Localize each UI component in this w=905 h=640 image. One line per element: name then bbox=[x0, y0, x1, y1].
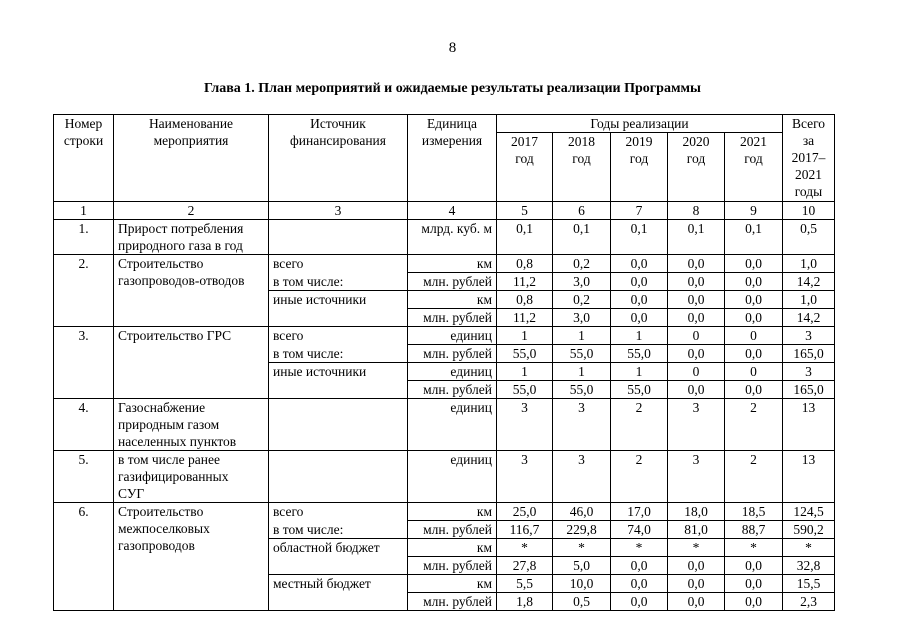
table-row bbox=[54, 327, 835, 345]
year-value: 1 bbox=[497, 363, 553, 381]
year-value: 0,1 bbox=[725, 220, 783, 255]
year-value: 0,0 bbox=[668, 309, 725, 327]
year-value: 74,0 bbox=[611, 521, 668, 539]
unit: единиц bbox=[408, 451, 497, 503]
year-value: 0,0 bbox=[611, 291, 668, 309]
column-number: 7 bbox=[611, 202, 668, 220]
event-name: Строительство ГРС bbox=[114, 327, 269, 399]
year-value: 3 bbox=[553, 451, 611, 503]
unit: км bbox=[408, 503, 497, 521]
year-value: 5,5 bbox=[497, 575, 553, 593]
header-year: 2020 год bbox=[668, 133, 725, 202]
year-value: 0,0 bbox=[725, 309, 783, 327]
funding-source: в том числе: bbox=[269, 273, 408, 291]
year-value: 55,0 bbox=[611, 381, 668, 399]
year-value: * bbox=[497, 539, 553, 557]
total-value: 0,5 bbox=[783, 220, 835, 255]
year-value: 0 bbox=[725, 327, 783, 345]
row-number: 4. bbox=[54, 399, 114, 451]
unit: млн. рублей bbox=[408, 557, 497, 575]
event-name: Строительство газопроводов-отводов bbox=[114, 255, 269, 327]
funding-source: областной бюджет bbox=[269, 539, 408, 557]
year-value: 0,0 bbox=[668, 557, 725, 575]
year-value: 11,2 bbox=[497, 273, 553, 291]
year-value: 0,0 bbox=[725, 593, 783, 611]
year-value: 0,0 bbox=[611, 593, 668, 611]
year-value: 0,0 bbox=[611, 255, 668, 273]
funding-source: иные источники bbox=[269, 363, 408, 381]
total-value: 165,0 bbox=[783, 345, 835, 363]
unit: млн. рублей bbox=[408, 381, 497, 399]
row-number: 3. bbox=[54, 327, 114, 399]
year-value: 0,0 bbox=[611, 309, 668, 327]
year-value: 0,1 bbox=[668, 220, 725, 255]
funding-source bbox=[269, 220, 408, 255]
table-row bbox=[54, 220, 835, 255]
funding-source: всего bbox=[269, 327, 408, 345]
funding-source: иные источники bbox=[269, 291, 408, 309]
chapter-title: Глава 1. План мероприятий и ожидаемые результаты реализации Программы bbox=[204, 81, 701, 96]
year-value: 0 bbox=[668, 327, 725, 345]
funding-source bbox=[269, 399, 408, 451]
total-value: 32,8 bbox=[783, 557, 835, 575]
year-value: 0,8 bbox=[497, 291, 553, 309]
year-value: 0,0 bbox=[668, 381, 725, 399]
total-value: 1,0 bbox=[783, 291, 835, 309]
unit: млн. рублей bbox=[408, 521, 497, 539]
year-value: 0,0 bbox=[668, 345, 725, 363]
year-value: 0,0 bbox=[611, 575, 668, 593]
year-value: 0,1 bbox=[611, 220, 668, 255]
year-value: 17,0 bbox=[611, 503, 668, 521]
plan-table bbox=[53, 114, 835, 611]
funding-source: в том числе: bbox=[269, 345, 408, 363]
year-value: 0 bbox=[725, 363, 783, 381]
header-year: 2017 год bbox=[497, 133, 553, 202]
unit: км bbox=[408, 575, 497, 593]
unit: млрд. куб. м bbox=[408, 220, 497, 255]
year-value: 0,0 bbox=[725, 273, 783, 291]
year-value: 55,0 bbox=[497, 381, 553, 399]
year-value: 1,8 bbox=[497, 593, 553, 611]
year-value: * bbox=[668, 539, 725, 557]
total-value: 124,5 bbox=[783, 503, 835, 521]
event-name: Прирост потребления природного газа в год bbox=[114, 220, 269, 255]
year-value: 0,0 bbox=[668, 593, 725, 611]
year-value: 46,0 bbox=[553, 503, 611, 521]
table-row bbox=[54, 503, 835, 521]
header-year: 2018 год bbox=[553, 133, 611, 202]
total-value: 3 bbox=[783, 327, 835, 345]
year-value: 229,8 bbox=[553, 521, 611, 539]
page-number: 8 bbox=[448, 40, 457, 56]
unit: единиц bbox=[408, 327, 497, 345]
column-number: 1 bbox=[54, 202, 114, 220]
year-value: 1 bbox=[611, 363, 668, 381]
year-value: 18,0 bbox=[668, 503, 725, 521]
year-value: 3,0 bbox=[553, 309, 611, 327]
year-value: 3 bbox=[497, 451, 553, 503]
header-unit: Единица измерения bbox=[408, 115, 497, 202]
year-value: 55,0 bbox=[553, 345, 611, 363]
year-value: 0,0 bbox=[611, 557, 668, 575]
funding-source bbox=[269, 309, 408, 327]
year-value: 0,0 bbox=[668, 255, 725, 273]
year-value: 0 bbox=[668, 363, 725, 381]
year-value: 3 bbox=[553, 399, 611, 451]
year-value: 2 bbox=[611, 399, 668, 451]
year-value: 0,0 bbox=[668, 273, 725, 291]
year-value: 1 bbox=[553, 363, 611, 381]
year-value: 3 bbox=[668, 451, 725, 503]
funding-source: всего bbox=[269, 255, 408, 273]
year-value: 0,0 bbox=[725, 381, 783, 399]
total-value: 15,5 bbox=[783, 575, 835, 593]
table-row bbox=[54, 451, 835, 503]
column-number: 3 bbox=[269, 202, 408, 220]
event-name: Газоснабжение природным газом населенных пунктов bbox=[114, 399, 269, 451]
row-number: 1. bbox=[54, 220, 114, 255]
header-year: 2021 год bbox=[725, 133, 783, 202]
year-value: 0,0 bbox=[725, 255, 783, 273]
year-value: 1 bbox=[497, 327, 553, 345]
header-row bbox=[54, 115, 835, 133]
row-number: 5. bbox=[54, 451, 114, 503]
funding-source bbox=[269, 557, 408, 575]
total-value: * bbox=[783, 539, 835, 557]
total-value: 14,2 bbox=[783, 273, 835, 291]
year-value: 27,8 bbox=[497, 557, 553, 575]
header-funding-source: Источник финансирования bbox=[269, 115, 408, 202]
year-value: 25,0 bbox=[497, 503, 553, 521]
unit: км bbox=[408, 539, 497, 557]
row-number: 6. bbox=[54, 503, 114, 611]
unit: км bbox=[408, 291, 497, 309]
total-value: 165,0 bbox=[783, 381, 835, 399]
header-year: 2019 год bbox=[611, 133, 668, 202]
event-name: в том числе ранее газифицированных СУГ bbox=[114, 451, 269, 503]
year-value: 0,0 bbox=[725, 575, 783, 593]
year-value: 0,8 bbox=[497, 255, 553, 273]
funding-source: местный бюджет bbox=[269, 575, 408, 593]
unit: млн. рублей bbox=[408, 309, 497, 327]
year-value: 0,2 bbox=[553, 291, 611, 309]
year-value: 116,7 bbox=[497, 521, 553, 539]
year-value: 55,0 bbox=[611, 345, 668, 363]
event-name: Строительство межпоселковых газопроводов bbox=[114, 503, 269, 611]
column-number: 9 bbox=[725, 202, 783, 220]
total-value: 13 bbox=[783, 399, 835, 451]
header-row-number: Номер строки bbox=[54, 115, 114, 202]
header-event-name: Наименование мероприятия bbox=[114, 115, 269, 202]
year-value: 81,0 bbox=[668, 521, 725, 539]
total-value: 2,3 bbox=[783, 593, 835, 611]
column-numbers-row bbox=[54, 202, 835, 220]
unit: млн. рублей bbox=[408, 273, 497, 291]
year-value: 1 bbox=[553, 327, 611, 345]
row-number: 2. bbox=[54, 255, 114, 327]
column-number: 2 bbox=[114, 202, 269, 220]
column-number: 10 bbox=[783, 202, 835, 220]
total-value: 13 bbox=[783, 451, 835, 503]
funding-source bbox=[269, 593, 408, 611]
year-value: 11,2 bbox=[497, 309, 553, 327]
column-number: 6 bbox=[553, 202, 611, 220]
year-value: 0,2 bbox=[553, 255, 611, 273]
year-value: 0,0 bbox=[668, 575, 725, 593]
total-value: 14,2 bbox=[783, 309, 835, 327]
header-years-group: Годы реализации bbox=[497, 115, 783, 133]
year-value: 0,1 bbox=[553, 220, 611, 255]
unit: млн. рублей bbox=[408, 345, 497, 363]
year-value: 55,0 bbox=[497, 345, 553, 363]
year-value: 0,0 bbox=[725, 291, 783, 309]
year-value: 55,0 bbox=[553, 381, 611, 399]
funding-source bbox=[269, 451, 408, 503]
header-total: Всего за 2017– 2021 годы bbox=[783, 115, 835, 202]
year-value: 3,0 bbox=[553, 273, 611, 291]
year-value: 0,0 bbox=[668, 291, 725, 309]
total-value: 3 bbox=[783, 363, 835, 381]
year-value: 10,0 bbox=[553, 575, 611, 593]
unit: единиц bbox=[408, 399, 497, 451]
funding-source: в том числе: bbox=[269, 521, 408, 539]
unit: км bbox=[408, 255, 497, 273]
year-value: * bbox=[611, 539, 668, 557]
column-number: 4 bbox=[408, 202, 497, 220]
year-value: 0,1 bbox=[497, 220, 553, 255]
unit: млн. рублей bbox=[408, 593, 497, 611]
year-value: 3 bbox=[668, 399, 725, 451]
table-row bbox=[54, 255, 835, 273]
year-value: 0,0 bbox=[611, 273, 668, 291]
unit: единиц bbox=[408, 363, 497, 381]
funding-source bbox=[269, 381, 408, 399]
year-value: * bbox=[725, 539, 783, 557]
year-value: 5,0 bbox=[553, 557, 611, 575]
year-value: 18,5 bbox=[725, 503, 783, 521]
year-value: 2 bbox=[725, 399, 783, 451]
year-value: 0,5 bbox=[553, 593, 611, 611]
funding-source: всего bbox=[269, 503, 408, 521]
table-row bbox=[54, 399, 835, 451]
year-value: 3 bbox=[497, 399, 553, 451]
total-value: 590,2 bbox=[783, 521, 835, 539]
year-value: 0,0 bbox=[725, 557, 783, 575]
year-value: 2 bbox=[611, 451, 668, 503]
year-value: 2 bbox=[725, 451, 783, 503]
year-value: 88,7 bbox=[725, 521, 783, 539]
column-number: 5 bbox=[497, 202, 553, 220]
year-value: * bbox=[553, 539, 611, 557]
total-value: 1,0 bbox=[783, 255, 835, 273]
column-number: 8 bbox=[668, 202, 725, 220]
year-value: 0,0 bbox=[725, 345, 783, 363]
year-value: 1 bbox=[611, 327, 668, 345]
